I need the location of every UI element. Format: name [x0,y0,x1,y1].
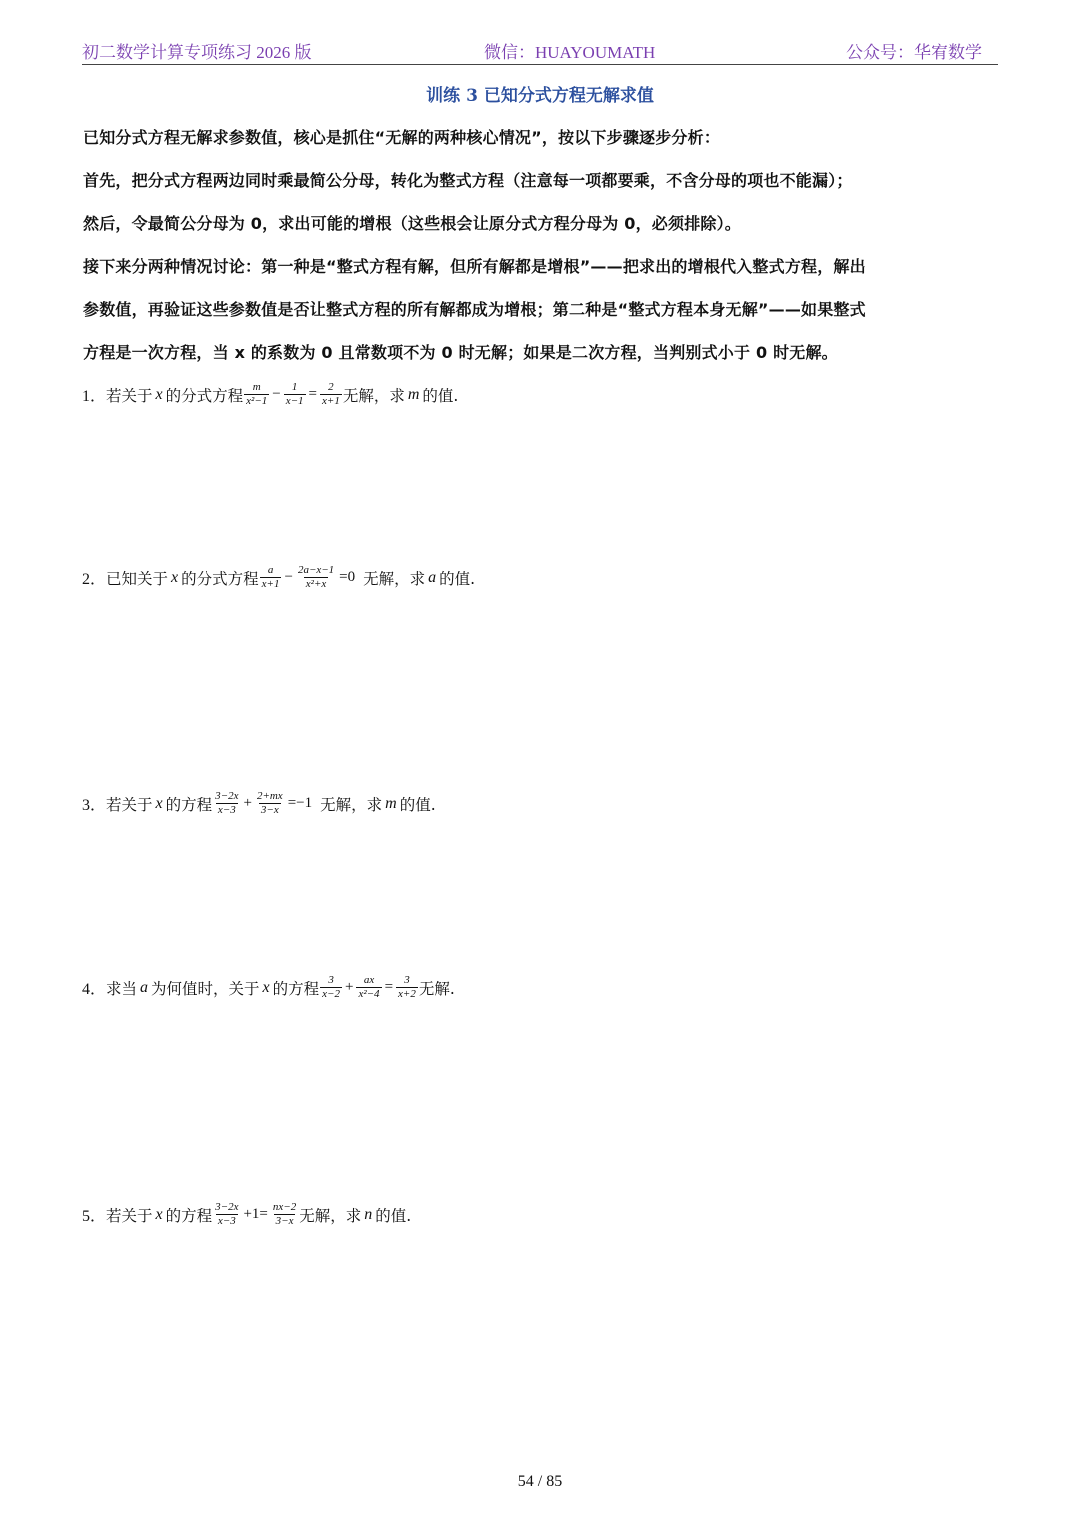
question-text: 若关于 [106,386,153,405]
operator: =−1 [287,795,313,811]
numerator: nx−2 [272,1201,297,1213]
question-text: 求当 [106,979,138,998]
variable: n [364,1205,373,1223]
header-account: 公众号：华宥数学 [846,43,982,62]
operator: +1= [243,1206,268,1222]
denominator: x+1 [261,578,280,590]
denominator: 3−x [260,804,279,816]
question-text: 的方程 [165,795,213,814]
intro-line-2: 首先，把分式方程两边同时乘最简公分母，转化为整式方程（注意每一项都要乘，不含分母的项也不能漏）； [83,171,853,190]
question-text: 的值. [439,569,476,588]
question-text: 的分式方程 [165,386,244,405]
question-1 [82,381,458,408]
intro-line-3: 然后，令最简公分母为 0，求出可能的增根（这些根会让原分式方程分母为 0，必须排除）。 [83,214,742,233]
denominator: x²+x [305,578,327,590]
fraction [296,564,336,591]
question-4 [82,974,455,1001]
fraction [244,381,269,408]
denominator: x−1 [285,395,304,407]
variable: m [385,794,397,812]
variable: x [155,385,163,403]
question-text: 无解，求 [320,795,383,814]
question-text: 的值. [422,386,459,405]
numerator: 3 [404,974,410,986]
question-2 [82,564,475,591]
denominator: x+2 [398,988,416,1000]
question-text: 无解，求 [342,386,405,405]
numerator: 2+mx [256,790,283,802]
page-number: 54 / 85 [517,1473,563,1490]
denominator: x−2 [322,988,340,1000]
question-number: 4． [82,981,107,998]
numerator: 3−2x [215,1201,239,1213]
operator: =0 [339,569,356,585]
numerator: a [267,564,274,576]
header-book-title: 初二数学计算专项练习 2026 版 [82,43,312,62]
denominator: x−3 [217,804,236,816]
fraction [213,1201,240,1228]
question-text: 无解，求 [299,1206,362,1225]
question-text: 无解，求 [363,569,426,588]
operator: − [272,386,281,402]
numerator: 3 [328,974,334,986]
page-header [82,36,998,65]
question-number: 1． [82,388,107,405]
fraction [284,381,306,408]
fraction [320,381,342,408]
numerator: 2a−x−1 [297,564,335,576]
denominator: x²−1 [246,395,268,407]
operator: − [284,569,293,585]
denominator: x+1 [322,395,340,407]
variable: x [155,794,163,812]
denominator: x−3 [217,1215,236,1227]
numerator: m [252,381,261,393]
numerator: 1 [291,381,298,393]
denominator: x²−4 [358,988,380,1000]
operator: + [243,795,252,811]
question-text: 的值. [375,1206,412,1225]
question-number: 5． [82,1208,107,1225]
numerator: 3−2x [215,790,239,802]
operator: = [384,979,394,995]
question-text: 若关于 [106,795,153,814]
variable: a [140,978,149,996]
fraction [356,974,381,1001]
question-text: 的方程 [165,1206,213,1225]
variable: a [428,568,437,586]
variable: x [262,978,270,996]
intro-line-4: 接下来分两种情况讨论：第一种是“整式方程有解，但所有解都是增根”——把求出的增根代入整式方程，解出 [83,257,866,276]
intro-line-6: 方程是一次方程，当 x 的系数为 0 且常数项不为 0 时无解；如果是二次方程，当判别式小于 0 时无解。 [83,343,838,362]
question-number: 2． [82,571,107,588]
operator: = [308,386,318,402]
section-title: 训练 3 已知分式方程无解求值 [426,86,654,106]
fraction [255,790,285,817]
question-text: 的值. [399,795,436,814]
variable: x [155,1205,163,1223]
operator: + [344,979,354,995]
question-5 [82,1201,411,1228]
numerator: ax [363,974,375,986]
variable: m [407,385,420,403]
question-3 [82,790,436,817]
fraction [320,974,342,1001]
numerator: 2 [328,381,334,393]
fraction [396,974,418,1001]
question-text: 的分式方程 [181,569,259,588]
fraction [271,1201,298,1228]
intro-line-1: 已知分式方程无解求参数值，核心是抓住“无解的两种核心情况”，按以下步骤逐步分析： [83,128,721,147]
intro-line-5: 参数值，再验证这些参数值是否让整式方程的所有解都成为增根；第二种是“整式方程本身无解”——如果整式 [83,300,866,319]
question-number: 3． [82,797,107,814]
question-text: 若关于 [106,1206,153,1225]
header-wechat: 微信：HUAYOUMATH [484,43,656,62]
variable: x [171,568,179,586]
fraction [260,564,282,591]
question-text: 的方程 [272,979,320,998]
denominator: 3−x [275,1215,294,1227]
question-text: 为何值时，关于 [151,979,260,998]
fraction [213,790,240,817]
question-text: 已知关于 [106,569,169,588]
question-text: 无解. [418,979,455,998]
